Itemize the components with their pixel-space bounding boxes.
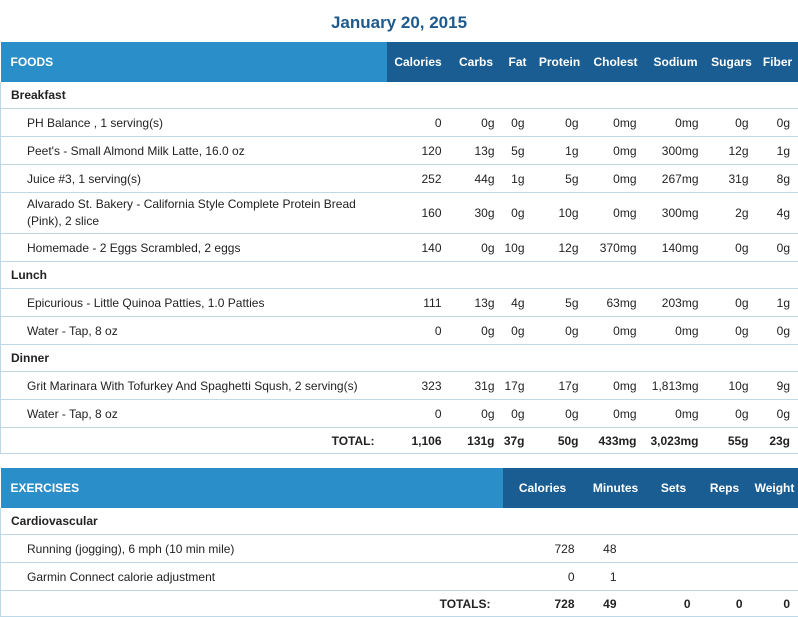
- foods-header-row: [1, 42, 798, 82]
- food-value: 1g: [757, 289, 798, 317]
- food-value: 0g: [503, 400, 533, 428]
- food-value: 323: [387, 372, 450, 400]
- food-value: 0g: [450, 400, 503, 428]
- col-protein: Protein: [533, 42, 587, 82]
- food-name: Juice #3, 1 serving(s): [1, 165, 387, 193]
- food-value: 2g: [707, 193, 757, 234]
- food-value: 17g: [533, 372, 587, 400]
- exercise-value: [699, 563, 751, 591]
- food-value: 203mg: [645, 289, 707, 317]
- food-value: 4g: [757, 193, 798, 234]
- food-value: 0mg: [587, 317, 645, 345]
- exercise-name: Garmin Connect calorie adjustment: [1, 563, 503, 591]
- exercise-value: [649, 563, 699, 591]
- food-value: 12g: [533, 234, 587, 262]
- food-value: 0mg: [645, 400, 707, 428]
- food-value: 0g: [450, 234, 503, 262]
- food-name: Water - Tap, 8 oz: [1, 317, 387, 345]
- food-value: 8g: [757, 165, 798, 193]
- food-value: 0mg: [587, 193, 645, 234]
- exercise-value: 48: [583, 535, 649, 563]
- food-value: 0g: [757, 109, 798, 137]
- food-value: 0mg: [587, 372, 645, 400]
- exercises-title: EXERCISES: [1, 468, 503, 508]
- col-cholest: Cholest: [587, 42, 645, 82]
- food-value: 0g: [533, 317, 587, 345]
- food-value: 44g: [450, 165, 503, 193]
- exercises-total-label: TOTALS:: [1, 591, 503, 617]
- food-value: 0g: [533, 109, 587, 137]
- exercise-value: 1: [583, 563, 649, 591]
- diary-date: January 20, 2015: [330, 13, 468, 32]
- food-value: 0: [387, 109, 450, 137]
- food-value: 120: [387, 137, 450, 165]
- food-row: [1, 165, 798, 193]
- col-fiber: Fiber: [757, 42, 798, 82]
- exercises-header-row: [1, 468, 798, 508]
- food-value: 0g: [503, 317, 533, 345]
- food-value: 0g: [450, 109, 503, 137]
- food-value: 10g: [533, 193, 587, 234]
- food-value: 300mg: [645, 137, 707, 165]
- food-value: 5g: [503, 137, 533, 165]
- foods-title: FOODS: [1, 42, 387, 82]
- food-value: 0: [387, 317, 450, 345]
- food-value: 1,813mg: [645, 372, 707, 400]
- exercise-name: Running (jogging), 6 mph (10 min mile): [1, 535, 503, 563]
- food-name: Epicurious - Little Quinoa Patties, 1.0 Patties: [1, 289, 387, 317]
- food-value: 300mg: [645, 193, 707, 234]
- food-value: 140mg: [645, 234, 707, 262]
- exercises-total-value: 728: [503, 591, 583, 617]
- food-row: [1, 372, 798, 400]
- food-value: 0g: [503, 193, 533, 234]
- food-value: 63mg: [587, 289, 645, 317]
- exercises-table: [0, 468, 798, 617]
- col-fat: Fat: [503, 42, 533, 82]
- exercise-value: [751, 563, 798, 591]
- food-value: 267mg: [645, 165, 707, 193]
- food-row: [1, 193, 798, 234]
- food-name: Grit Marinara With Tofurkey And Spaghetti Sqush, 2 serving(s): [1, 372, 387, 400]
- food-value: 0g: [707, 317, 757, 345]
- col-calories: Calories: [387, 42, 450, 82]
- food-value: 0g: [707, 400, 757, 428]
- exercise-value: [649, 535, 699, 563]
- food-row: [1, 137, 798, 165]
- food-value: 0mg: [587, 165, 645, 193]
- food-value: 1g: [533, 137, 587, 165]
- ex-col-weight: Weight: [751, 468, 798, 508]
- col-sodium: Sodium: [645, 42, 707, 82]
- meal-row: [1, 345, 798, 372]
- food-value: 30g: [450, 193, 503, 234]
- ex-col-reps: Reps: [699, 468, 751, 508]
- foods-total-label: TOTAL:: [1, 428, 387, 454]
- food-value: 0g: [757, 317, 798, 345]
- food-value: 0mg: [587, 137, 645, 165]
- food-value: 140: [387, 234, 450, 262]
- food-value: 0g: [503, 109, 533, 137]
- food-row: [1, 234, 798, 262]
- food-value: 13g: [450, 289, 503, 317]
- foods-total-value: 3,023mg: [645, 428, 707, 454]
- foods-total-row: [1, 428, 798, 454]
- food-name: Water - Tap, 8 oz: [1, 400, 387, 428]
- ex-col-calories: Calories: [503, 468, 583, 508]
- food-value: 0g: [757, 400, 798, 428]
- food-value: 12g: [707, 137, 757, 165]
- food-value: 5g: [533, 165, 587, 193]
- exercise-row: [1, 535, 798, 563]
- foods-total-value: 50g: [533, 428, 587, 454]
- food-value: 111: [387, 289, 450, 317]
- foods-total-value: 131g: [450, 428, 503, 454]
- food-row: [1, 400, 798, 428]
- foods-table: [0, 42, 798, 454]
- food-value: 0g: [757, 234, 798, 262]
- food-value: 31g: [450, 372, 503, 400]
- exercise-value: 0: [503, 563, 583, 591]
- food-value: 0g: [707, 289, 757, 317]
- food-value: 0mg: [645, 109, 707, 137]
- exercise-value: [751, 535, 798, 563]
- foods-total-value: 55g: [707, 428, 757, 454]
- exercise-row: [1, 563, 798, 591]
- exercises-total-value: 0: [751, 591, 798, 617]
- exercises-total-value: 49: [583, 591, 649, 617]
- food-value: 1g: [503, 165, 533, 193]
- food-value: 13g: [450, 137, 503, 165]
- meal-name: Breakfast: [1, 82, 798, 109]
- exercises-total-value: 0: [649, 591, 699, 617]
- ex-col-sets: Sets: [649, 468, 699, 508]
- food-name: Homemade - 2 Eggs Scrambled, 2 eggs: [1, 234, 387, 262]
- foods-total-value: 23g: [757, 428, 798, 454]
- meal-row: [1, 82, 798, 109]
- food-value: 9g: [757, 372, 798, 400]
- food-value: 0mg: [587, 109, 645, 137]
- food-row: [1, 109, 798, 137]
- food-value: 0g: [707, 109, 757, 137]
- meal-row: [1, 262, 798, 289]
- exercise-category-row: [1, 508, 798, 535]
- food-name: Peet's - Small Almond Milk Latte, 16.0 oz: [1, 137, 387, 165]
- ex-col-minutes: Minutes: [583, 468, 649, 508]
- food-row: [1, 289, 798, 317]
- exercises-total-value: 0: [699, 591, 751, 617]
- col-sugars: Sugars: [707, 42, 757, 82]
- col-carbs: Carbs: [450, 42, 503, 82]
- food-value: 0g: [707, 234, 757, 262]
- food-value: 4g: [503, 289, 533, 317]
- food-value: 0: [387, 400, 450, 428]
- food-value: 160: [387, 193, 450, 234]
- exercise-value: [699, 535, 751, 563]
- food-name: Alvarado St. Bakery - California Style Complete Protein Bread (Pink), 2 slice: [1, 193, 387, 234]
- food-value: 252: [387, 165, 450, 193]
- food-value: 0g: [533, 400, 587, 428]
- food-row: [1, 317, 798, 345]
- exercises-total-row: [1, 591, 798, 617]
- food-value: 17g: [503, 372, 533, 400]
- foods-total-value: 433mg: [587, 428, 645, 454]
- food-value: 1g: [757, 137, 798, 165]
- foods-total-value: 37g: [503, 428, 533, 454]
- food-value: 10g: [503, 234, 533, 262]
- meal-name: Dinner: [1, 345, 798, 372]
- food-value: 0mg: [587, 400, 645, 428]
- exercise-value: 728: [503, 535, 583, 563]
- food-value: 31g: [707, 165, 757, 193]
- meal-name: Lunch: [1, 262, 798, 289]
- foods-total-value: 1,106: [387, 428, 450, 454]
- food-value: 0mg: [645, 317, 707, 345]
- food-value: 10g: [707, 372, 757, 400]
- food-value: 0g: [450, 317, 503, 345]
- exercise-category: Cardiovascular: [1, 508, 798, 535]
- food-value: 370mg: [587, 234, 645, 262]
- food-name: PH Balance , 1 serving(s): [1, 109, 387, 137]
- food-value: 5g: [533, 289, 587, 317]
